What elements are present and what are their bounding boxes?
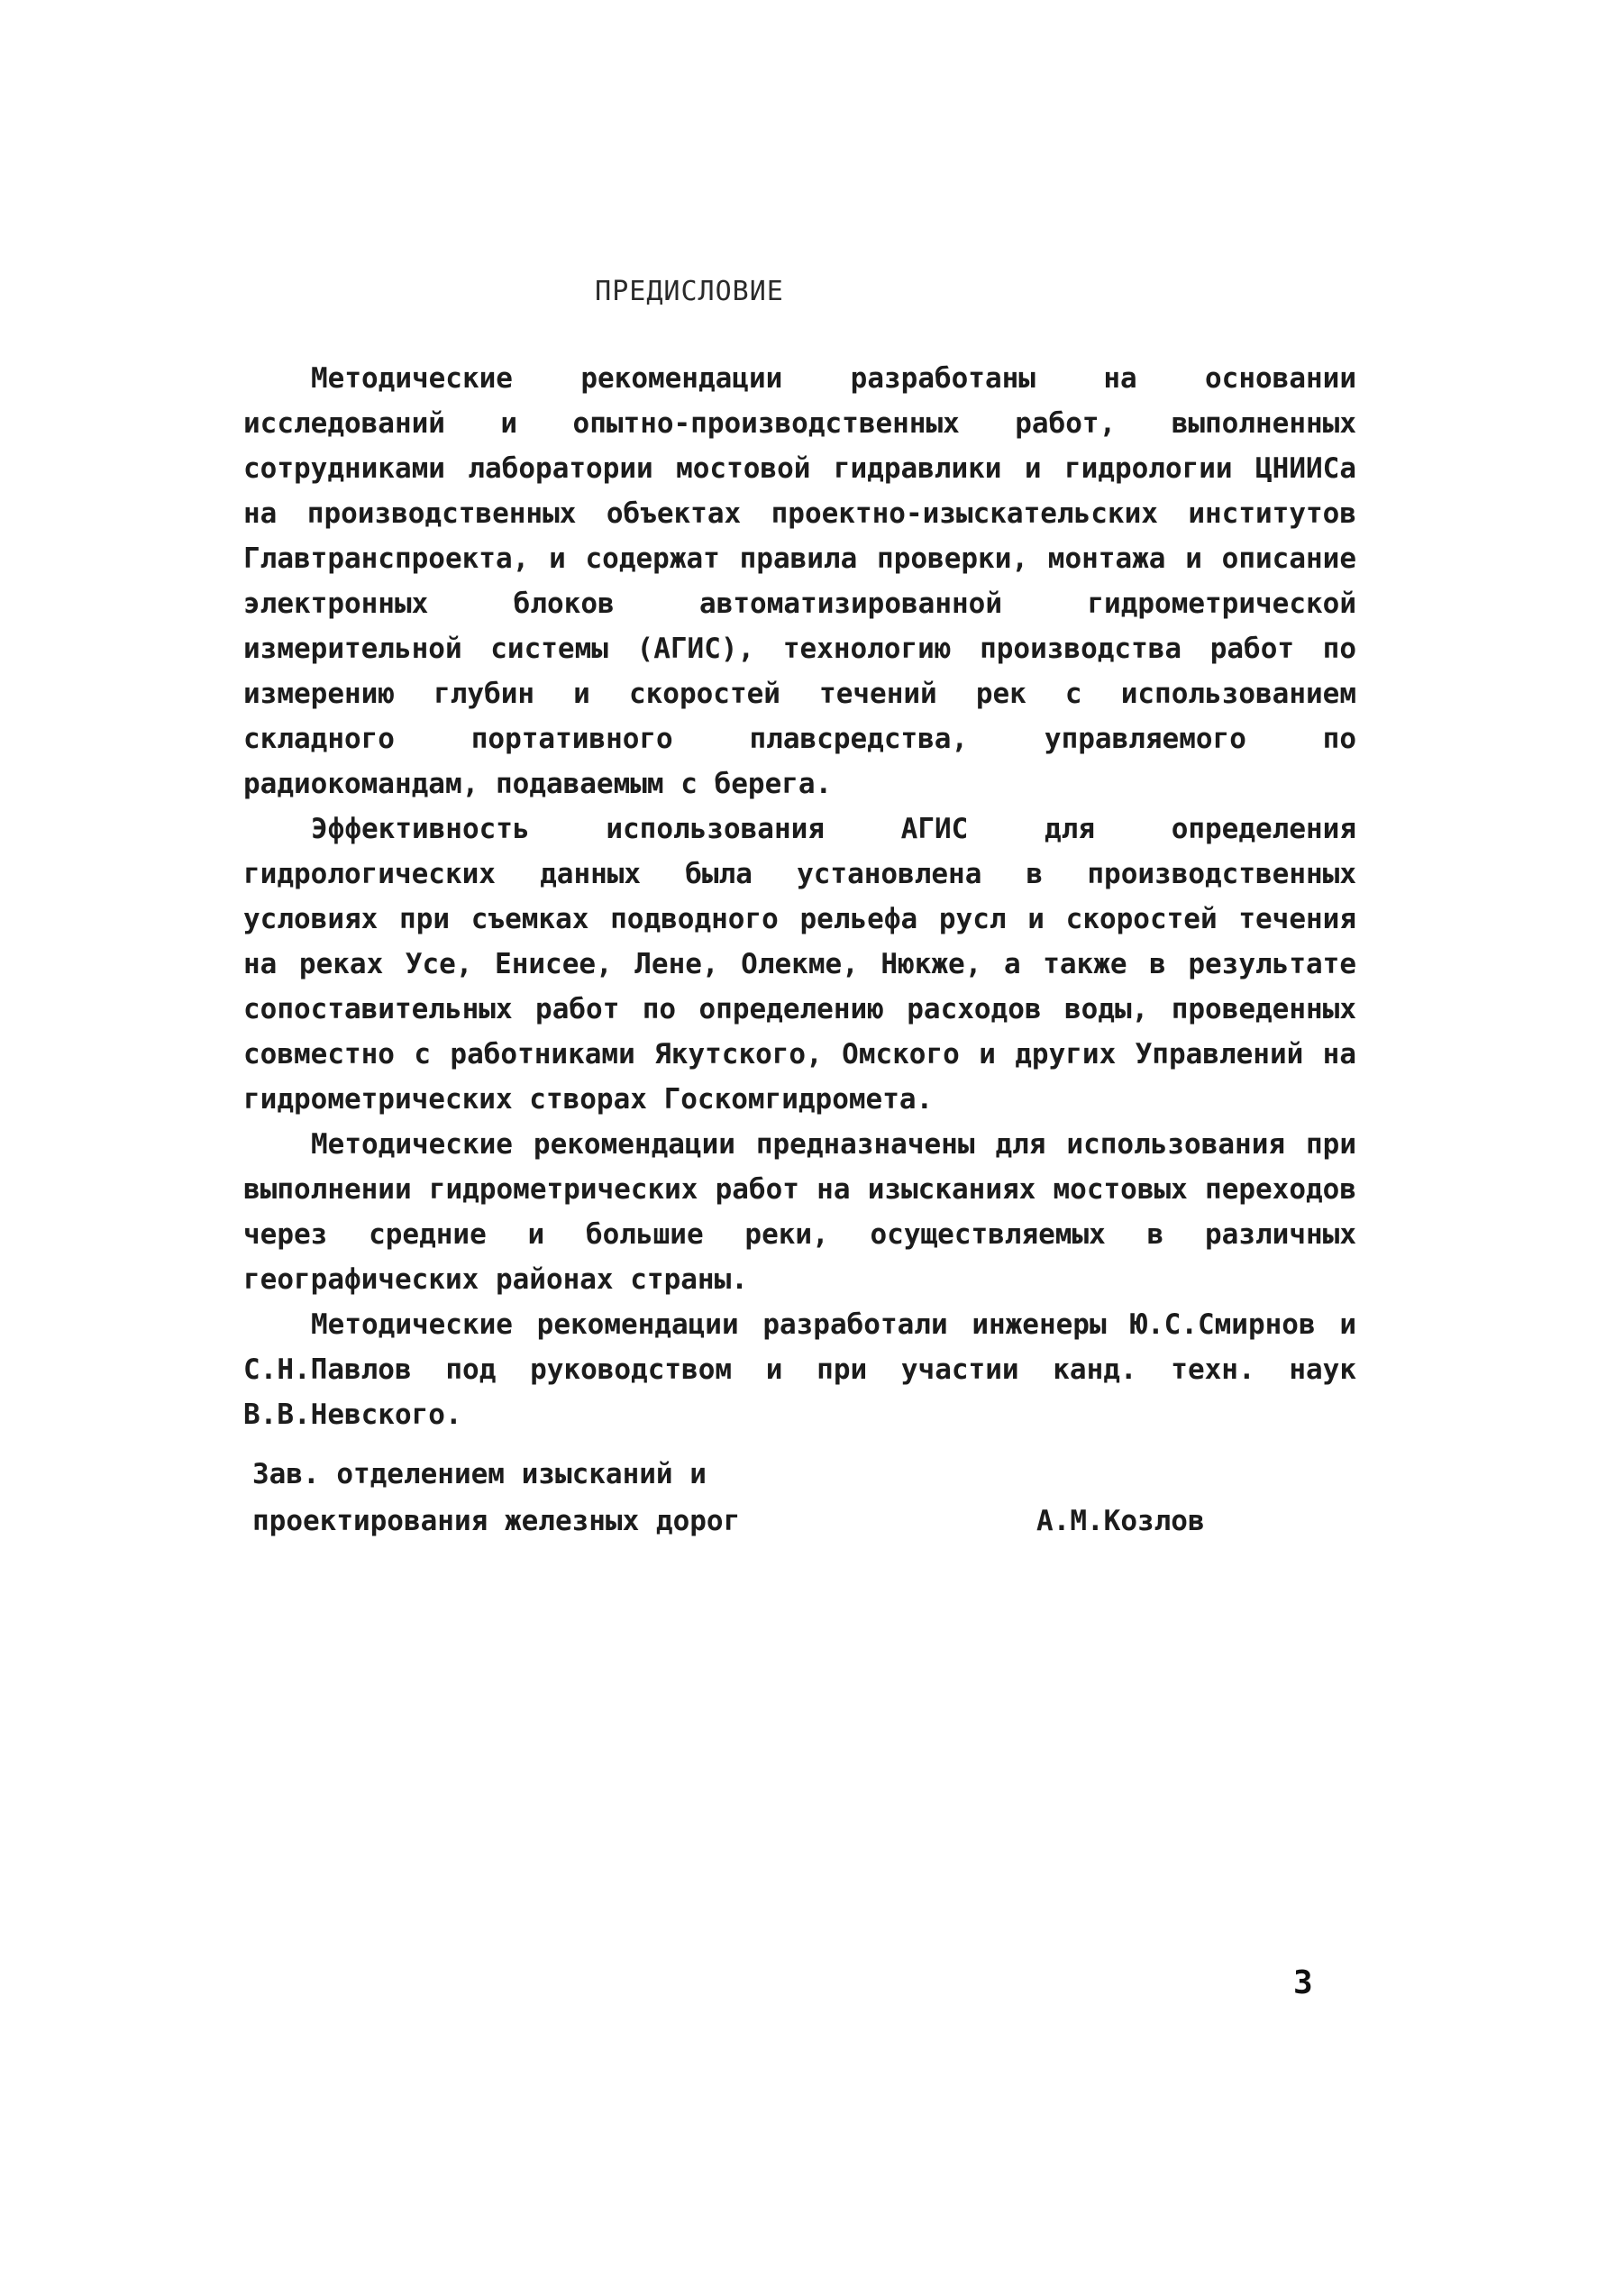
- page-number: 3: [1293, 1964, 1313, 2001]
- signature-position: [252, 1451, 740, 1544]
- signature-position-line-2: проектирования железных дорог: [252, 1505, 741, 1537]
- signature-name: А.М.Козлов: [1036, 1505, 1205, 1537]
- signature-position-line-1: Зав. отделением изысканий и: [252, 1458, 707, 1490]
- paragraph-4: Методические рекомендации разработали инженеры Ю.С.Смирнов и С.Н.Павлов под руководством и при участии канд. техн. наук В.В.Невского.: [243, 1308, 1356, 1431]
- page-title: ПРЕДИСЛОВИЕ: [595, 276, 784, 307]
- paragraph-2: Эффективность использования АГИС для определения гидрологических данных была установлена в производственных условиях при съемках подводного рельефа русл и скоростей течения на реках Усе, Енисее, Лене, Олекме, Нюкже, а также в результате сопоставительных работ по определению расходов воды, проведенных совместно с работниками Якутского, Омского и других Управлений на гидрометрических створах Госкомгидромета.: [243, 813, 1356, 1116]
- paragraph-1: Методические рекомендации разработаны на основании исследований и опытно-производственных работ, выполненных сотрудниками лаборатории мостовой гидравлики и гидрологии ЦНИИСа на производственных объектах проектно-изыскательских институтов Главтранспроекта, и содержат правила проверки, монтажа и описание электронных блоков автоматизированной гидрометрической измерительной системы (АГИС), технологию производства работ по измерению глубин и скоростей течений рек с использованием складного портативного плавсредства, управляемого по радиокомандам, подаваемым с берега.: [243, 362, 1356, 800]
- paragraph-3: Методические рекомендации предназначены для использования при выполнении гидрометрических работ на изысканиях мостовых переходов через средние и большие реки, осуществляемых в различных географических районах страны.: [243, 1128, 1356, 1296]
- body-text: [243, 356, 1356, 1437]
